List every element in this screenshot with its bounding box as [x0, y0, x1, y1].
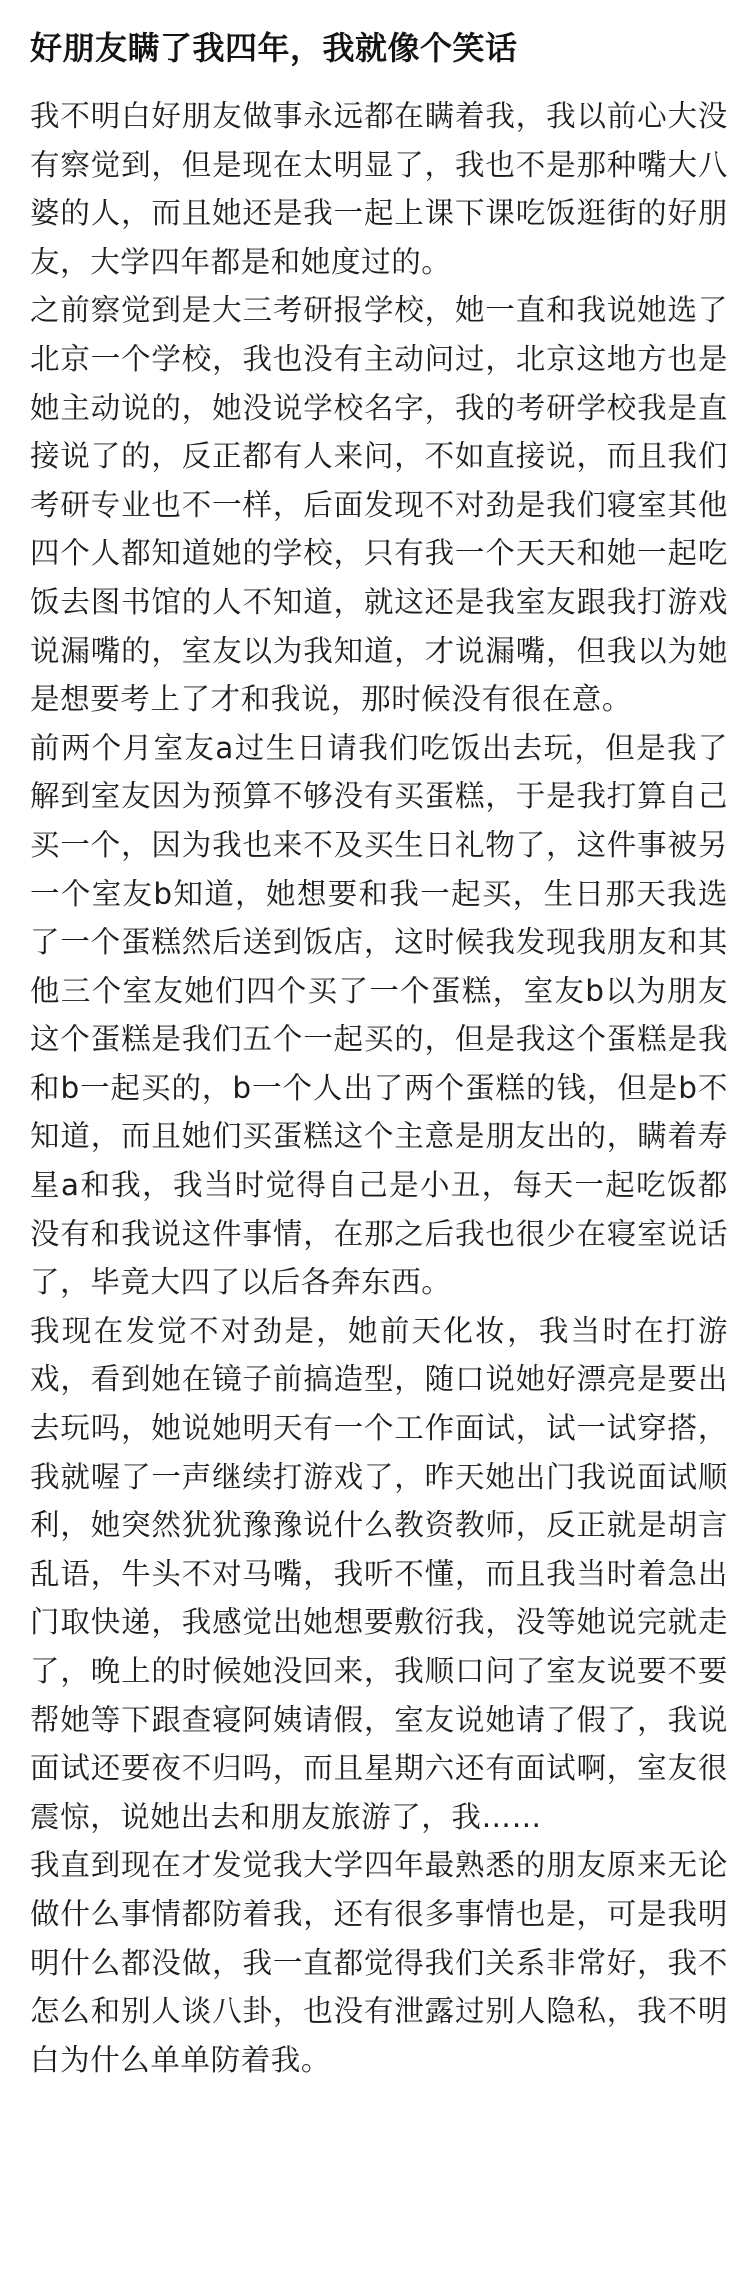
post-title: 好朋友瞒了我四年，我就像个笑话: [30, 29, 518, 67]
post-paragraph-4: 我现在发觉不对劲是，她前天化妆，我当时在打游戏，看到她在镜子前搞造型，随口说她好漂亮是要出去玩吗，她说她明天有一个工作面试，试一试穿搭，我就喔了一声继续打游戏了，昨天她出门我说面试顺利，她突然犹犹豫豫说什么教资教师，反正就是胡言乱语，牛头不对马嘴，我听不懂，而且我当时着急出门取快递，我感觉出她想要敷衍我，没等她说完就走了，晚上的时候她没回来，我顺口问了室友说要不要帮她等下跟查寝阿姨请假，室友说她请了假了，我说面试还要夜不归吗，而且星期六还有面试啊，室友很震惊，说她出去和朋友旅游了，我……: [30, 1313, 728, 1834]
post-paragraph-1: 我不明白好朋友做事永远都在瞒着我，我以前心大没有察觉到，但是现在太明显了，我也不是那种嘴大八婆的人，而且她还是我一起上课下课吃饭逛街的好朋友，大学四年都是和她度过的。: [30, 99, 728, 279]
post-paragraph-5: 我直到现在才发觉我大学四年最熟悉的朋友原来无论做什么事情都防着我，还有很多事情也是，可是我明明什么都没做，我一直都觉得我们关系非常好，我不怎么和别人谈八卦，也没有泄露过别人隐私，我不明白为什么单单防着我。: [30, 1848, 728, 2077]
post-paragraph-3: 前两个月室友a过生日请我们吃饭出去玩，但是我了解到室友因为预算不够没有买蛋糕，于是我打算自己买一个，因为我也来不及买生日礼物了，这件事被另一个室友b知道，她想要和我一起买，生日那天我选了一个蛋糕然后送到饭店，这时候我发现我朋友和其他三个室友她们四个买了一个蛋糕，室友b以为朋友这个蛋糕是我们五个一起买的，但是我这个蛋糕是我和b一起买的，b一个人出了两个蛋糕的钱，但是b不知道，而且她们买蛋糕这个主意是朋友出的，瞒着寿星a和我，我当时觉得自己是小丑，每天一起吃饭都没有和我说这件事情，在那之后我也很少在寝室说话了，毕竟大四了以后各奔东西。: [30, 730, 728, 1300]
post-body: [30, 92, 728, 2084]
post-paragraph-2: 之前察觉到是大三考研报学校，她一直和我说她选了北京一个学校，我也没有主动问过，北京这地方也是她主动说的，她没说学校名字，我的考研学校我是直接说了的，反正都有人来问，不如直接说，而且我们考研专业也不一样，后面发现不对劲是我们寝室其他四个人都知道她的学校，只有我一个天天和她一起吃饭去图书馆的人不知道，就这还是我室友跟我打游戏说漏嘴的，室友以为我知道，才说漏嘴，但我以为她是想要考上了才和我说，那时候没有很在意。: [30, 293, 728, 717]
